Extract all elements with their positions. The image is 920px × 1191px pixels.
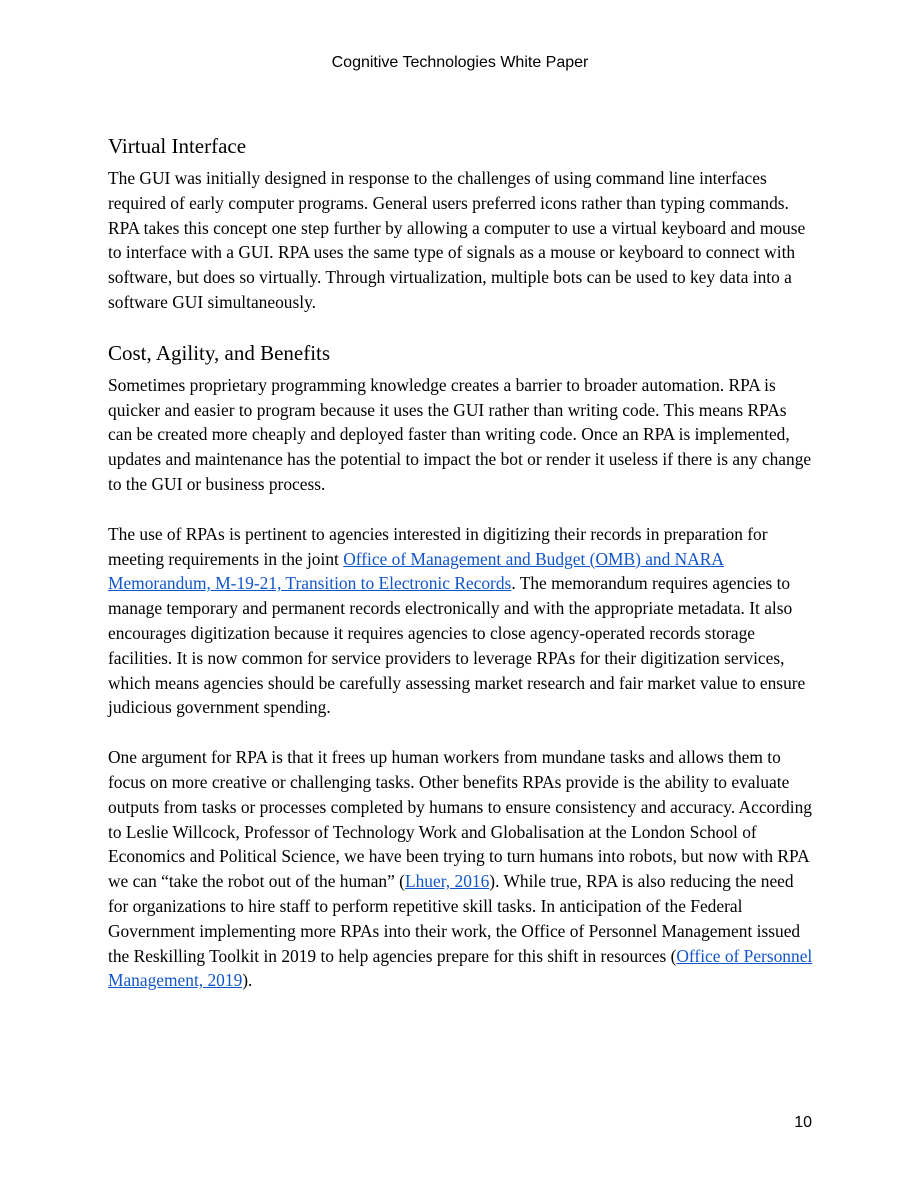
section-virtual-interface (108, 132, 814, 315)
page-number: 10 (794, 1114, 812, 1131)
paragraph (108, 522, 814, 720)
paragraph (108, 745, 814, 993)
page-header: Cognitive Technologies White Paper (331, 54, 589, 71)
paragraph-text: The use of RPAs is pertinent to agencies interested in digitizing their records in preparation for meeting requirements in the joint (108, 523, 768, 569)
paragraph-text: ). (242, 970, 253, 991)
omb-nara-memorandum-link[interactable]: Office of Management and Budget (OMB) and NARA Memorandum, M-19-21, Transition to Electronic Records (108, 548, 724, 594)
section-cost-agility-benefits (108, 339, 814, 993)
document-body (108, 132, 814, 993)
paragraph: Sometimes proprietary programming knowledge creates a barrier to broader automation. RPA is quicker and easier to program because it uses the GUI rather than writing code. This means RPAs can be created more cheaply and deployed faster than writing code. Once an RPA is implemented, updates and maintenance has the potential to impact the bot or render it useless if there is any change to the GUI or business process. (108, 374, 812, 494)
paragraph: The GUI was initially designed in response to the challenges of using command line interfaces required of early computer programs. General users preferred icons rather than typing commands. RPA takes this concept one step further by allowing a computer to use a virtual keyboard and mouse to interface with a GUI. RPA uses the same type of signals as a mouse or keyboard to connect with software, but does so virtually. Through virtualization, multiple bots can be used to key data into a software GUI simultaneously. (108, 168, 806, 312)
section-heading: Cost, Agility, and Benefits (108, 340, 331, 365)
opm-2019-link[interactable]: Office of Personnel Management, 2019 (108, 945, 813, 991)
section-heading: Virtual Interface (108, 134, 247, 158)
paragraph-text: ). While true, RPA is also reducing the need for organizations to hire staff to perform repetitive skill tasks. In anticipation of the Federal Government implementing more RPAs into their work, the Office of Personnel Management issued the Reskilling Toolkit in 2019 to help agencies prepare for this shift in resources ( (108, 871, 801, 966)
lhuer-2016-link[interactable]: Lhuer, 2016 (404, 871, 490, 892)
paragraph-text: . The memorandum requires agencies to manage temporary and permanent records electronically and with the appropriate metadata. It also encourages digitization because it requires agencies to close agency-operated records storage facilities. It is now common for service providers to leverage RPAs for their digitization services, which means agencies should be carefully assessing market research and fair market value to ensure judicious government spending. (108, 573, 806, 718)
paragraph-text: One argument for RPA is that it frees up human workers from mundane tasks and allows them to focus on more creative or challenging tasks. Other benefits RPAs provide is the ability to evaluate outputs from tasks or processes completed by humans to ensure consistency and accuracy. According to Leslie Willcock, Professor of Technology Work and Globalisation at the London School of Economics and Political Science, we have been trying to turn humans into robots, but now with RPA we can “take the robot out of the human” ( (108, 747, 812, 892)
